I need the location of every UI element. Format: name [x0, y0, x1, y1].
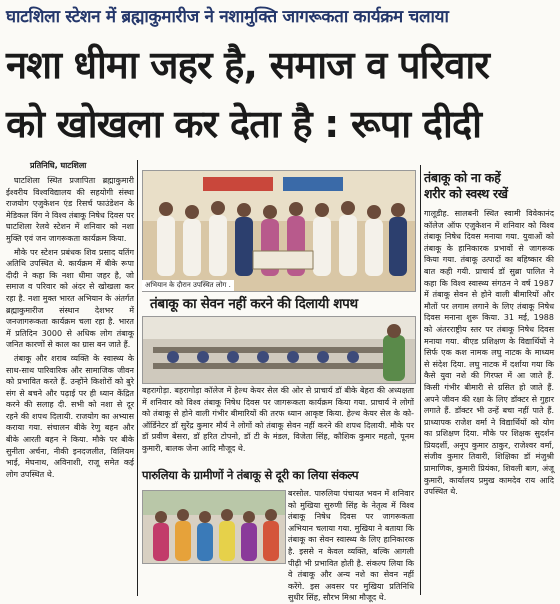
sub-story-pledge-body [288, 488, 414, 603]
sub-story-paragraph: बहरागोड़ा. बहरागोड़ा कॉलेज में हेल्थ केयर सेल की ओर से प्राचार्य डॉ बीके बेहरा की अध्यक्षता में शनिवार को विश्व तंबाकू निषेध दिवस पर जागरूकता कार्यक्रम किया गया. प्राचार्य ने लोगों को तंबाकू से होने वाली गंभीर बीमारियों की तरफ ध्यान आकृष्ट किया. हेल्थ केयर सेल के को-ऑर्डिनेटर डॉ सुरेंद्र कुमार मौर्य ने लोगों को तंबाकू सेवन नहीं करने की शपथ दिलायी. मौके पर डॉ प्रवीण बेसरा, डॉ हरित टोपनो, डॉ टी के मंडल, विजेता सिंह, कौशिक कुमार महतो, पूनम कुमारी, बालक जेना आदि मौजूद थे. [142, 386, 414, 453]
article-kicker: घाटशिला स्टेशन में ब्रह्माकुमारीज ने नशामुक्ति जागरूकता कार्यक्रम चलाया [6, 7, 449, 27]
body-paragraph: मौके पर स्टेशन प्रबंधक शिव प्रसाद यतिंग अतिथि उपस्थित थे. कार्यक्रम में बीके रूपा दीदी ने कहा कि नशा धीमा जहर है, जो समाज व परिवार को अंदर से खोखला कर रहा है. नशा मुक्त भारत अभियान के अंतर्गत ब्रह्माकुमारीज संस्थान देशभर में जनजागरूकता कार्यक्रम चला रहा है. भारत में प्रतिदिन 3000 से अधिक लोग तंबाकू जनित कारणों से काल का ग्रास बन जाते हैं. [6, 247, 134, 350]
side-headline-line-2: शरीर को स्वस्थ रखें [424, 186, 508, 201]
column-rule [137, 160, 138, 596]
side-paragraph: गालूडीह. सालबनी स्थित स्वामी विवेकानंद कॉलेज ऑफ एजुकेशन में शनिवार को विश्व तंबाकू निषेध दिवस मनाया गया. युवाओं को तंबाकू के हानिकारक प्रभावों से जागरूक किया गया. तंबाकू उत्पादों का बहिष्कार की बात कही गयी. प्राचार्य डॉ सुब्रा पालित ने कहा कि विश्व स्वास्थ्य संगठन ने वर्ष 1987 में तंबाकू सेवन से होने वाली बीमारियों और मौतों पर लगाम लगाने के लिए तंबाकू निषेध दिवस मनाना शुरू किया. 31 मई, 1988 को अंतरराष्ट्रीय स्तर पर तंबाकू निषेध दिवस मनाया गया. बीएड प्रशिक्षण के विद्यार्थियों ने सिर्फ एक कश नामक लघु नाटक के माध्यम से संदेश दिया. लघु नाटक में दर्शाया गया कि कैसे युवा नशे की गिरफ्त में आ जाते हैं. किसी गंभीर बीमारी से ग्रसित हो जाते हैं. अपने जीवन की रक्षा के लिए डॉक्टर से गुहार लगाते हैं. डॉक्टर भी उन्हें बचा नहीं पाते हैं. प्राध्यापक राजेश वर्मा ने विद्यार्थियों को योग का प्रशिक्षण दिया. मौके पर शिक्षक सुदर्शन प्रियदर्शी, अनूप कुमार ठाकुर, राजेश्वर वर्मा, संजीव कुमार तिवारी, शिक्षिका डॉ मंजुश्री प्रामाणिक, कुमारी प्रियंका, शिवली बाग, अंजू कुमारी, कार्यालय प्रमुख कामदेव राय आदि उपस्थित थे. [424, 209, 554, 497]
classroom-photo [142, 316, 416, 384]
group-photo-illustration [143, 171, 415, 291]
sub-story-paragraph: बरसोल. पारुलिया पंचायत भवन में शनिवार को मुखिया सुरुणी सिंह के नेतृत्व में विश्व तंबाकू निषेध दिवस पर जागरूकता अभियान चलाया गया. मुखिया ने बताया कि तंबाकू का सेवन स्वास्थ्य के लिए हानिकारक है. इससे न केवल व्यक्ति, बल्कि आगली पीढ़ी भी प्रभावित होती है. संकल्प लिया कि वे तंबाकू और अन्य नशे का सेवन नहीं करेंगे. इस अवसर पर मुखिया प्रतिनिधि सुधीर सिंह, सौरभ मिश्रा मौजूद थे. [288, 489, 414, 603]
headline-line-1: नशा धीमा जहर है, समाज व परिवार [6, 43, 490, 87]
sub-headline-oath: तंबाकू का सेवन नहीं करने की दिलायी शपथ [150, 296, 358, 312]
side-headline-line-1: तंबाकू को ना कहें [424, 170, 501, 185]
photo-caption: अभियान के दौरान उपस्थित लोग . [142, 280, 234, 291]
sub-headline-pledge: पारुलिया के ग्रामीणों ने तंबाकू से दूरी का लिया संकल्प [142, 468, 359, 482]
body-paragraph: तंबाकू और शराब व्यक्ति के स्वास्थ्य के साथ-साथ पारिवारिक और सामाजिक जीवन को प्रभावित करते हैं. उन्होंने किशोरों को बुरे संग से बचने और पढ़ाई पर ही ध्यान केंद्रित करने की सलाह दी. सभी को नशा से दूर रहने की शपथ दिलायी. राजयोग का अभ्यास कराया गया. संचालन बीके रेणु बहन और बीके आरती बहन ने किया. मौके पर बीके सुनीता अर्चना, नीकी इनदजलीत, विलियम भाई, मेघनाथ, अविनाशी, राजू समेत कई लोग उपस्थित थे. [6, 353, 134, 479]
classroom-photo-illustration [143, 317, 415, 383]
column-rule [420, 165, 421, 595]
group-photo [142, 170, 416, 292]
byline: प्रतिनिधि, घाटशिला [30, 161, 87, 170]
villagers-photo-illustration [143, 491, 285, 563]
article-body [6, 175, 134, 595]
side-story-body [424, 208, 554, 596]
headline-line-2: को खोखला कर देता है : रूपा दीदी [6, 102, 482, 146]
side-story [424, 170, 554, 595]
body-paragraph: घाटशिला स्थित प्रजापिता ब्रह्माकुमारी ईश्वरीय विश्वविद्यालय की सहयोगी संस्था राजयोग एजुकेशन एंड रिसर्च फाउंडेशन के मेडिकल विंग ने विश्व तंबाकू निषेध दिवस पर घाटशिला रेलवे स्टेशन में शनिवार को नशा मुक्ति एवं जन जागरूकता कार्यक्रम किया. [6, 176, 134, 243]
villagers-photo [142, 490, 286, 564]
sub-story-oath-body [142, 385, 414, 467]
